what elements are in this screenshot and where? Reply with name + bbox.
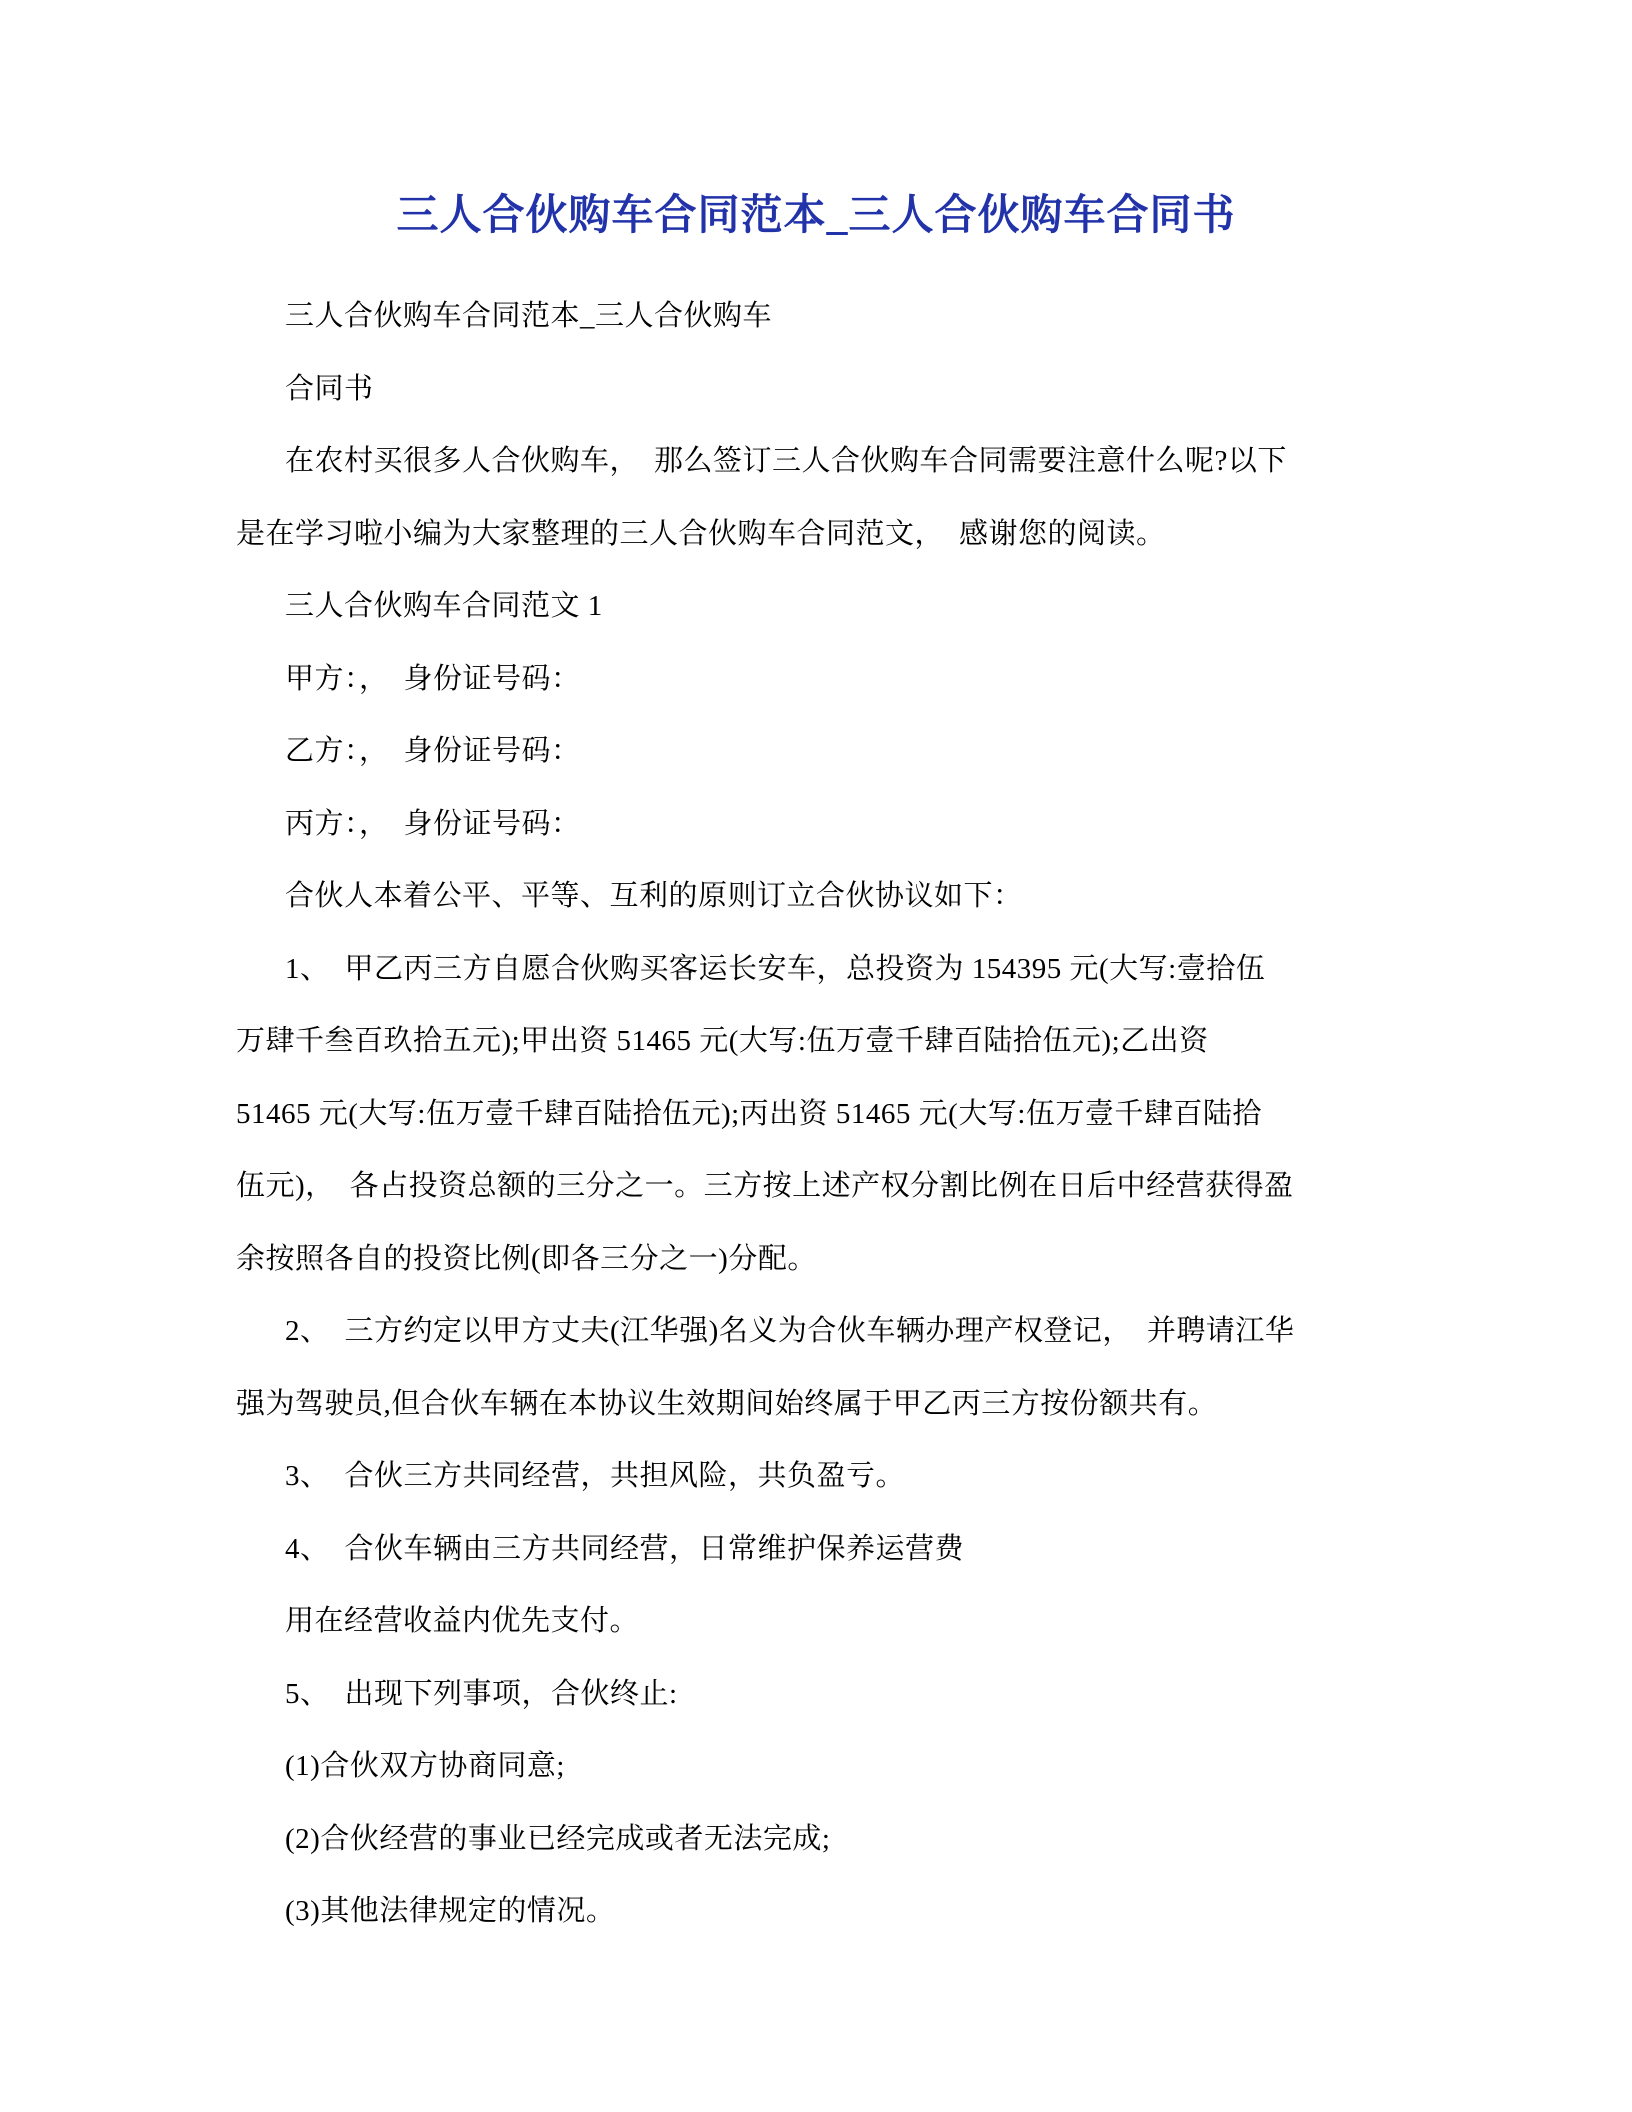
document-body [236, 280, 1476, 1948]
text-line: 伍元)， 各占投资总额的三分之一。三方按上述产权分割比例在日后中经营获得盈 [236, 1170, 1294, 1202]
text-line: (2)合伙经营的事业已经完成或者无法完成; [285, 1822, 831, 1855]
text-line: 三人合伙购车合同范文 1 [285, 590, 603, 622]
text-line: 丙方：， 身份证号码： [285, 807, 581, 840]
text-line: 4、 合伙车辆由三方共同经营，日常维护保养运营费 [285, 1532, 965, 1565]
text-line: 用在经营收益内优先支付。 [285, 1605, 640, 1637]
text-line: 在农村买很多人合伙购车， 那么签订三人合伙购车合同需要注意什么呢?以下 [285, 445, 1287, 477]
text-line: (1)合伙双方协商同意; [285, 1750, 565, 1782]
text-line: 1、 甲乙丙三方自愿合伙购买客运长安车，总投资为 154395 元(大写:壹拾伍 [285, 952, 1266, 985]
text-line: 万肆千叁百玖拾五元);甲出资 51465 元(大写:伍万壹千肆百陆拾伍元);乙出资 [236, 1025, 1209, 1057]
text-line: 51465 元(大写:伍万壹千肆百陆拾伍元);丙出资 51465 元(大写:伍万壹千肆百陆拾 [236, 1097, 1262, 1130]
text-line: 强为驾驶员,但合伙车辆在本协议生效期间始终属于甲乙丙三方按份额共有。 [236, 1387, 1218, 1420]
text-line: 合同书 [285, 372, 374, 405]
text-line: 3、 合伙三方共同经营，共担风险，共负盈亏。 [285, 1460, 906, 1492]
text-line: 甲方：， 身份证号码： [285, 662, 581, 695]
text-line: 5、 出现下列事项，合伙终止: [285, 1677, 678, 1710]
text-line: (3)其他法律规定的情况。 [285, 1895, 616, 1927]
document-title: 三人合伙购车合同范本_三人合伙购车合同书 [396, 193, 1236, 239]
text-line: 合伙人本着公平、平等、互利的原则订立合伙协议如下： [285, 880, 1023, 912]
text-line: 是在学习啦小编为大家整理的三人合伙购车合同范文， 感谢您的阅读。 [236, 517, 1166, 550]
text-line: 2、 三方约定以甲方丈夫(江华强)名义为合伙车辆办理产权登记， 并聘请江华 [285, 1315, 1295, 1347]
text-line: 余按照各自的投资比例(即各三分之一)分配。 [236, 1242, 817, 1275]
text-line: 乙方：， 身份证号码： [285, 735, 581, 767]
text-line: 三人合伙购车合同范本_三人合伙购车 [285, 300, 773, 332]
